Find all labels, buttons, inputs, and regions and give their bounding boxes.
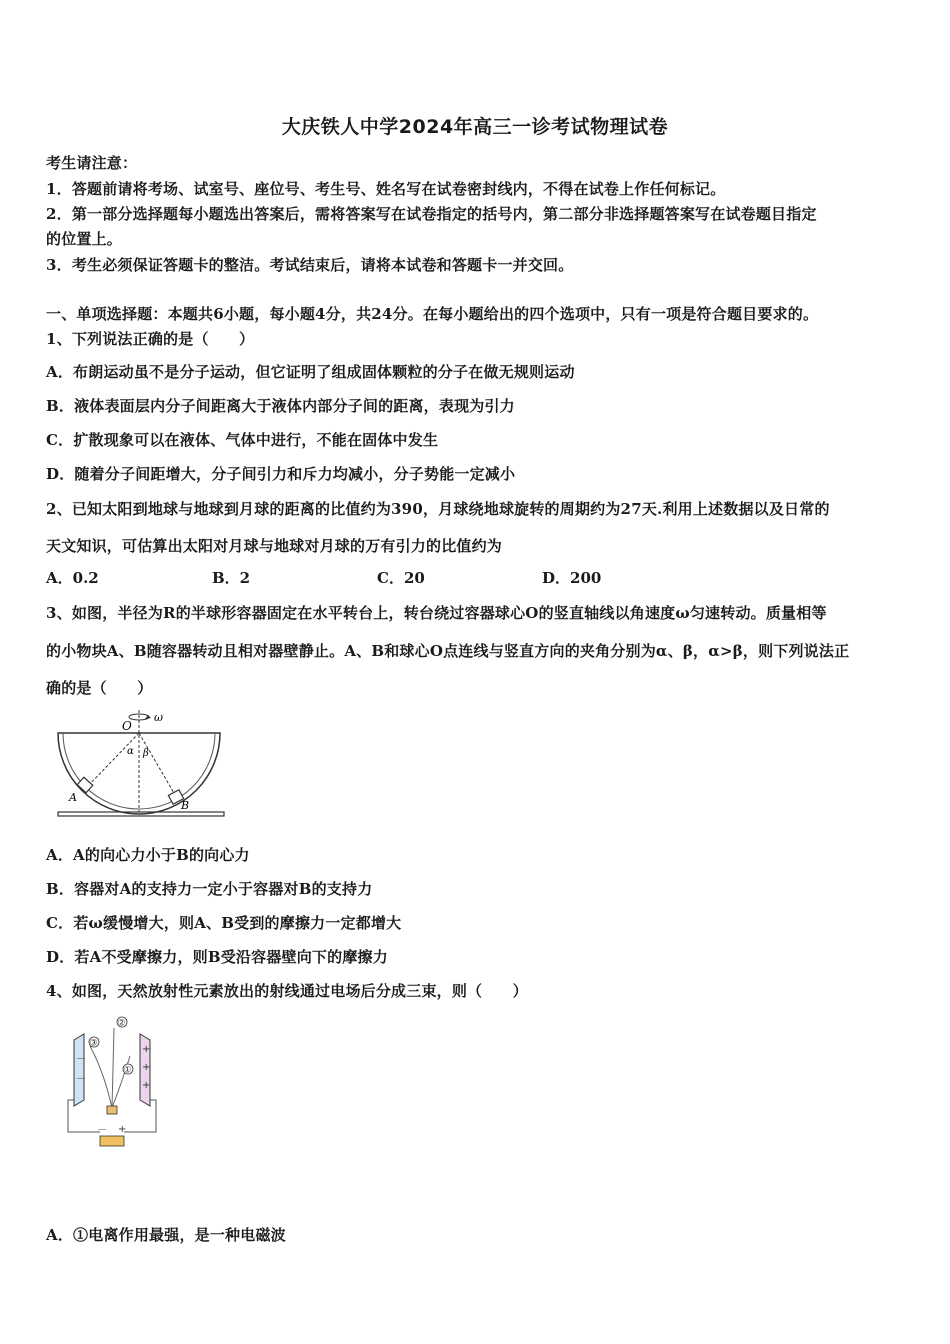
question-3-stem: 的小物块A、B随容器转动且相对器壁静止。A、B和球心O点连线与竖直方向的夹角分别为α、β，α>β，则下列说法正 bbox=[46, 642, 850, 660]
label-b: B bbox=[181, 799, 190, 812]
label-alpha: α bbox=[127, 746, 134, 757]
line-oa bbox=[86, 733, 139, 788]
line-ob bbox=[139, 733, 178, 800]
notice-item: 2．第一部分选择题每小题选出答案后，需将答案写在试卷指定的括号内，第二部分非选择题答案写在试卷题目指定 bbox=[46, 205, 817, 223]
q3-option-a: A．A的向心力小于B的向心力 bbox=[46, 846, 250, 864]
radioactive-source bbox=[107, 1106, 117, 1114]
beam-label-2: ② bbox=[117, 1018, 126, 1029]
label-o: O bbox=[122, 719, 132, 733]
beam-3 bbox=[90, 1046, 112, 1108]
question-3-stem: 确的是（ ） bbox=[46, 679, 153, 697]
question-3-stem: 3、如图，半径为R的半球形容器固定在水平转台上，转台绕过容器球心O的竖直轴线以角速度ω匀速转动。质量相等 bbox=[46, 604, 827, 622]
beam-label-1: ① bbox=[123, 1065, 132, 1076]
battery-plus: + bbox=[118, 1124, 127, 1135]
q1-option-c: C．扩散现象可以在液体、气体中进行，不能在固体中发生 bbox=[46, 431, 439, 449]
plus-sign: + bbox=[142, 1062, 151, 1073]
question-2-stem: 天文知识，可估算出太阳对月球与地球对月球的万有引力的比值约为 bbox=[46, 537, 503, 555]
battery bbox=[100, 1136, 124, 1146]
plus-sign: + bbox=[142, 1080, 151, 1091]
notice-item: 3．考生必须保证答题卡的整洁。考试结束后，请将本试卷和答题卡一并交回。 bbox=[46, 256, 574, 274]
section-heading: 一、单项选择题：本题共6小题，每小题4分，共24分。在每小题给出的四个选项中，只有一项是符合题目要求的。 bbox=[46, 305, 819, 323]
q2-option-a: A．0.2 bbox=[46, 569, 99, 587]
q3-option-c: C．若ω缓慢增大，则A、B受到的摩擦力一定都增大 bbox=[46, 914, 402, 932]
label-omega: ω bbox=[154, 711, 163, 724]
minus-sign: － bbox=[76, 1074, 86, 1085]
notice-heading: 考生请注意： bbox=[46, 154, 138, 172]
notice-item: 1．答题前请将考场、试室号、座位号、考生号、姓名写在试卷密封线内，不得在试卷上作任何标记。 bbox=[46, 180, 726, 198]
label-beta: β bbox=[143, 748, 149, 759]
battery-minus: － bbox=[97, 1125, 107, 1136]
negative-plate bbox=[74, 1034, 84, 1106]
hemisphere-figure bbox=[54, 708, 226, 820]
page-title: 大庆铁人中学2024年高三一诊考试物理试卷 bbox=[281, 116, 669, 138]
beam-2 bbox=[112, 1028, 114, 1108]
q2-option-b: B．2 bbox=[212, 569, 251, 587]
q1-option-d: D．随着分子间距增大，分子间引力和斥力均减小，分子势能一定减小 bbox=[46, 465, 516, 483]
question-2-stem: 2、已知太阳到地球与地球到月球的距离的比值约为390，月球绕地球旋转的周期约为27天.利用上述数据以及日常的 bbox=[46, 500, 830, 518]
q1-option-a: A．布朗运动虽不是分子运动，但它证明了组成固体颗粒的分子在做无规则运动 bbox=[46, 363, 575, 381]
question-1-stem: 1、下列说法正确的是（ ） bbox=[46, 330, 255, 348]
block-a bbox=[77, 777, 93, 792]
question-4-stem: 4、如图，天然放射性元素放出的射线通过电场后分成三束，则（ ） bbox=[46, 982, 528, 1000]
q2-option-c: C．20 bbox=[377, 569, 425, 587]
q2-option-d: D．200 bbox=[542, 569, 602, 587]
radiation-figure bbox=[64, 1012, 164, 1152]
label-a: A bbox=[69, 791, 77, 804]
q3-option-b: B．容器对A的支持力一定小于容器对B的支持力 bbox=[46, 880, 373, 898]
q4-option-a: A．①电离作用最强，是一种电磁波 bbox=[46, 1226, 286, 1244]
minus-sign: － bbox=[76, 1054, 86, 1065]
q1-option-b: B．液体表面层内分子间距离大于液体内部分子间的距离，表现为引力 bbox=[46, 397, 515, 415]
notice-item: 的位置上。 bbox=[46, 230, 123, 248]
circuit-wire bbox=[124, 1100, 156, 1132]
q3-option-d: D．若A不受摩擦力，则B受沿容器壁向下的摩擦力 bbox=[46, 948, 388, 966]
plus-sign: + bbox=[142, 1044, 151, 1055]
beam-label-3: ③ bbox=[89, 1038, 98, 1049]
circuit-wire bbox=[68, 1100, 100, 1132]
